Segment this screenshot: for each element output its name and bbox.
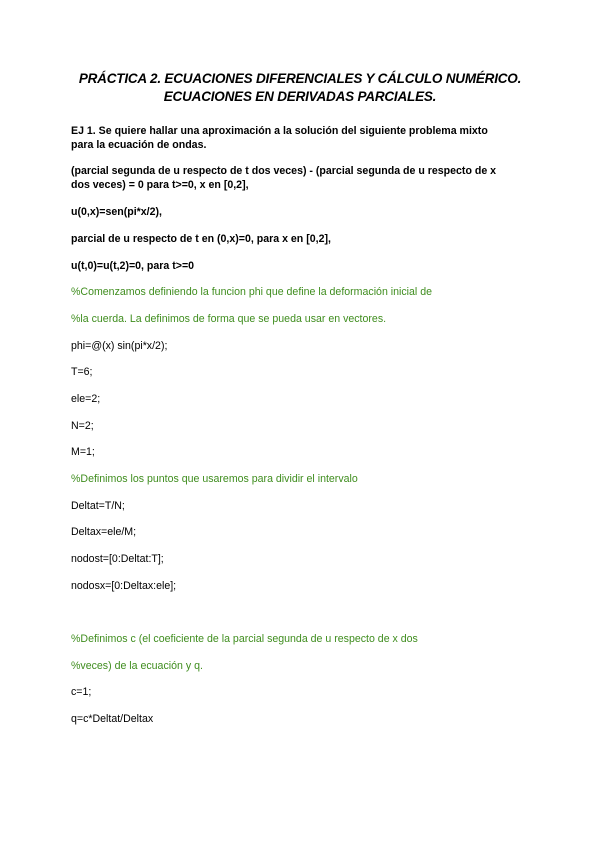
code-line-N: N=2; [71, 420, 94, 432]
code-line-q: q=c*Deltat/Deltax [71, 713, 154, 725]
code-line-deltax: Deltax=ele/M; [71, 526, 137, 538]
code-line-M: M=1; [71, 446, 95, 458]
code-line-nodosx: nodosx=[0:Deltax:ele]; [71, 580, 177, 592]
title-line-1: PRÁCTICA 2. ECUACIONES DIFERENCIALES Y CÁLCULO NUMÉRICO. [78, 71, 522, 86]
code-comment-3: %Definimos los puntos que usaremos para dividir el intervalo [71, 473, 358, 485]
code-line-phi: phi=@(x) sin(pi*x/2); [71, 340, 168, 352]
code-line-T: T=6; [71, 366, 93, 378]
equation-line-1: (parcial segunda de u respecto de t dos veces) - (parcial segunda de u respecto de x [71, 165, 497, 177]
code-comment-2: %la cuerda. La definimos de forma que se pueda usar en vectores. [71, 313, 387, 325]
exercise-intro-line-2: para la ecuación de ondas. [71, 139, 207, 151]
title-line-2: ECUACIONES EN DERIVADAS PARCIALES. [163, 89, 437, 104]
boundary-condition: u(t,0)=u(t,2)=0, para t>=0 [71, 260, 195, 272]
code-comment-5: %veces) de la ecuación y q. [71, 660, 203, 672]
exercise-intro-line-1: EJ 1. Se quiere hallar una aproximación a la solución del siguiente problema mixto [71, 125, 488, 137]
page-title [40, 70, 560, 106]
code-line-deltat: Deltat=T/N; [71, 500, 125, 512]
equation-line-2: dos veces) = 0 para t>=0, x en [0,2], [71, 179, 249, 191]
code-line-c: c=1; [71, 686, 92, 698]
initial-condition: u(0,x)=sen(pi*x/2), [71, 206, 162, 218]
velocity-condition: parcial de u respecto de t en (0,x)=0, para x en [0,2], [71, 233, 331, 245]
code-comment-1: %Comenzamos definiendo la funcion phi que define la deformación inicial de [71, 286, 432, 298]
code-comment-4: %Definimos c (el coeficiente de la parcial segunda de u respecto de x dos [71, 633, 418, 645]
code-line-nodost: nodost=[0:Deltat:T]; [71, 553, 164, 565]
code-line-ele: ele=2; [71, 393, 101, 405]
